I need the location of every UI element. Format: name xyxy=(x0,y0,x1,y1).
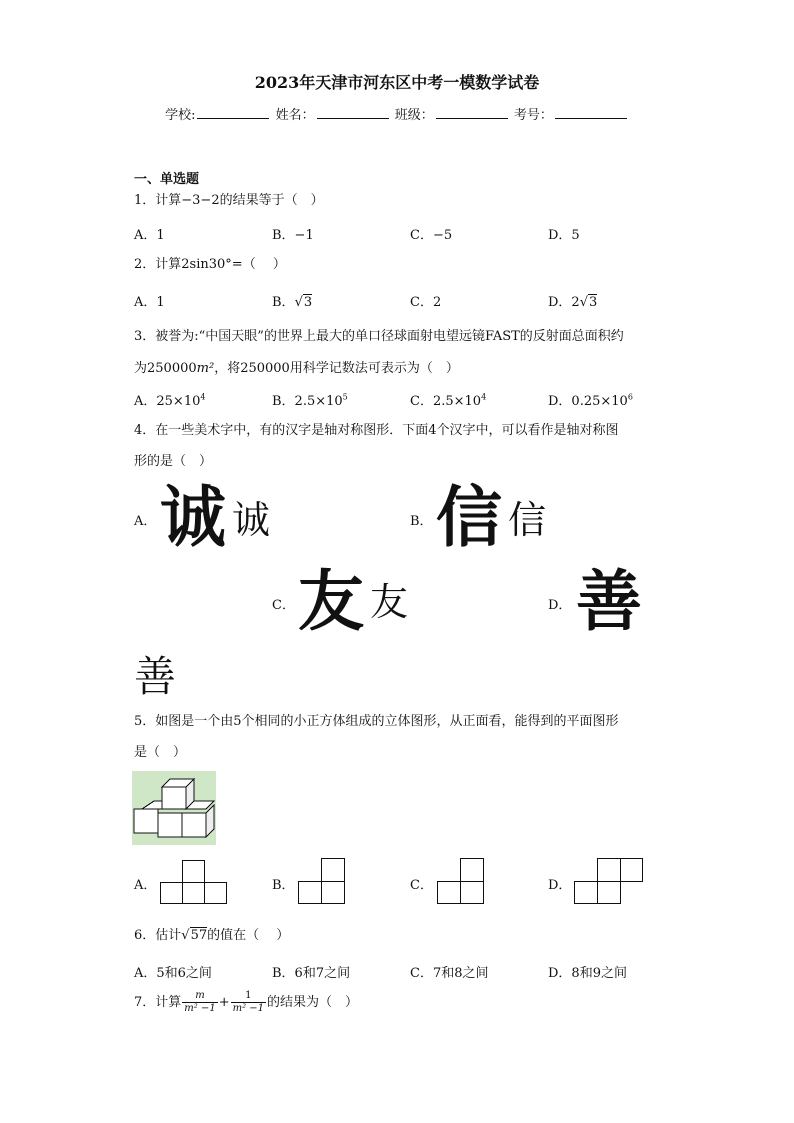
question-2-stem: 2．计算2sin30°=（ ） xyxy=(134,257,286,272)
question-5-stem-line2: 是（ ） xyxy=(134,745,187,760)
student-info-line xyxy=(0,104,794,123)
char-cheng-bold: 诚 xyxy=(160,479,226,556)
q2-option-a[interactable]: A．1 xyxy=(134,295,165,310)
section-title: 一、单选题 xyxy=(134,172,200,187)
q4-option-c[interactable]: C． xyxy=(272,598,295,613)
q2-expression: 2sin30° xyxy=(181,257,232,272)
q1-option-c[interactable]: C．−5 xyxy=(410,228,453,243)
number-blank[interactable] xyxy=(555,106,627,119)
name-label: 姓名： xyxy=(275,108,315,123)
q5-option-c[interactable]: C． xyxy=(410,878,433,893)
char-shan-thin: 善 xyxy=(134,652,177,701)
q1-option-d[interactable]: D．5 xyxy=(548,228,580,243)
sqrt-57: 57 xyxy=(190,928,208,943)
q4-option-b[interactable]: B． xyxy=(410,514,433,529)
q3-option-c[interactable]: C．$2.5\times 10^4$ xyxy=(410,392,487,409)
shape-c xyxy=(436,857,486,905)
school-label: 学校: xyxy=(165,108,196,123)
q4-option-a[interactable]: A． xyxy=(134,514,157,529)
q2-option-b[interactable]: B．√3 xyxy=(272,295,313,310)
question-4-stem-line1: 4．在一些美术字中，有的汉字是轴对称图形．下面4个汉字中，可以看作是轴对称图 xyxy=(134,423,619,438)
sqrt-3: 3 xyxy=(303,295,313,310)
school-blank[interactable] xyxy=(197,106,269,119)
class-blank[interactable] xyxy=(436,106,508,119)
sqrt-3: 3 xyxy=(589,295,598,310)
char-xin-bold: 信 xyxy=(436,479,502,556)
question-3-stem-line1: 3．被誉为:“中国天眼”的世界上最大的单口径球面射电望远镜FAST的反射面总面积约 xyxy=(134,329,624,344)
shape-d xyxy=(573,857,645,905)
question-4-stem-line2: 形的是（ ） xyxy=(134,454,213,469)
fraction-1: $\frac{m}{\text{m² −1}}$ xyxy=(184,990,216,1014)
class-label: 班级： xyxy=(394,108,434,123)
question-5-stem-line1: 5．如图是一个由5个相同的小正方体组成的立体图形，从正面看，能得到的平面图形 xyxy=(134,714,619,729)
char-you-thin: 友 xyxy=(370,580,409,624)
name-blank[interactable] xyxy=(317,106,389,119)
q3-option-a[interactable]: A．$25\times 10^4$ xyxy=(134,392,206,409)
q6-option-b[interactable]: B．6和7之间 xyxy=(272,966,351,981)
char-xin-thin: 信 xyxy=(508,498,547,542)
char-shan-bold: 善 xyxy=(576,563,642,640)
q4-option-d[interactable]: D． xyxy=(548,598,572,613)
shape-a xyxy=(159,859,229,905)
fraction-2: $\frac{1}{\text{m² −1}}$ xyxy=(232,990,265,1014)
cube-stack-figure xyxy=(132,771,216,845)
q6-option-d[interactable]: D．8和9之间 xyxy=(548,966,627,981)
exam-title: 2023年天津市河东区中考一模数学试卷 xyxy=(254,73,540,92)
q6-option-c[interactable]: C．7和8之间 xyxy=(410,966,489,981)
question-1-stem: 1．计算−3−2的结果等于（ ） xyxy=(134,193,324,208)
q1-option-b[interactable]: B．−1 xyxy=(272,228,314,243)
question-6-stem: 6．估计√57的值在（ ） xyxy=(134,928,290,943)
q3-option-d[interactable]: D．$0.25\times 10^6$ xyxy=(548,392,633,409)
q5-option-b[interactable]: B． xyxy=(272,878,295,893)
q2-option-d[interactable]: D．2√3 xyxy=(548,295,598,310)
question-7-stem: 7．计算 $\frac{m}{\text{m² −1}}$ + $\frac{1}{\text{m² −1}}$ 的结果为（ ） xyxy=(134,990,359,1014)
char-cheng-thin: 诚 xyxy=(232,498,271,542)
q1-option-a[interactable]: A．1 xyxy=(134,228,165,243)
q3-option-b[interactable]: B．$2.5\times 10^5$ xyxy=(272,392,348,409)
q5-option-d[interactable]: D． xyxy=(548,878,572,893)
q2-option-c[interactable]: C．2 xyxy=(410,295,442,310)
q5-option-a[interactable]: A． xyxy=(134,878,157,893)
char-you-bold: 友 xyxy=(298,563,364,640)
q6-option-a[interactable]: A．5和6之间 xyxy=(134,966,212,981)
number-label: 考号： xyxy=(513,108,553,123)
question-3-stem-line2: 为250000m²，将250000用科学记数法可表示为（ ） xyxy=(134,361,459,376)
shape-b xyxy=(297,857,347,905)
unit-m2: m² xyxy=(196,361,215,376)
